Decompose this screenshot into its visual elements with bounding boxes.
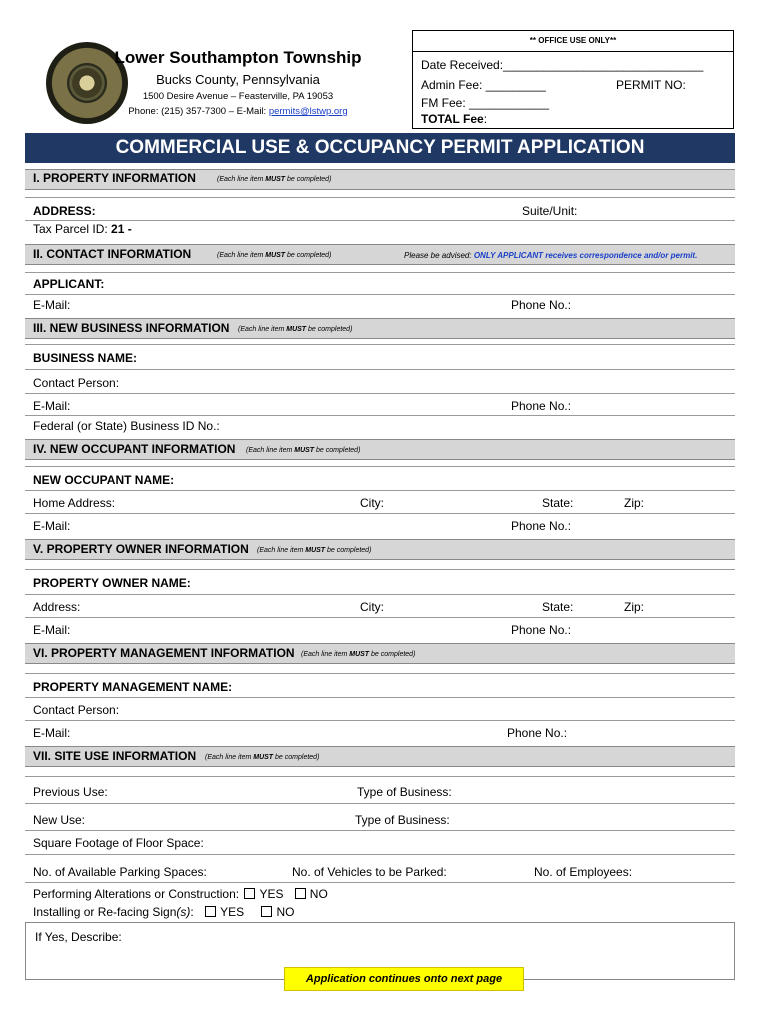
note-post: be completed) <box>369 651 416 658</box>
business-phone-field[interactable]: Phone No.: <box>511 399 572 413</box>
signs-label-colon: : <box>190 905 194 919</box>
divider <box>25 466 735 467</box>
date-received-field[interactable]: Date Received:______________________________ <box>421 58 704 72</box>
continues-notice: Application continues onto next page <box>284 967 524 991</box>
occupant-zip-field[interactable]: Zip: <box>624 496 645 510</box>
note-must: MUST <box>294 447 315 454</box>
section-3-title: III. NEW BUSINESS INFORMATION <box>33 321 230 335</box>
note-post: be completed) <box>325 547 372 554</box>
section-2-note <box>217 252 331 259</box>
section-2-title: II. CONTACT INFORMATION <box>33 247 192 261</box>
section-1-title: I. PROPERTY INFORMATION <box>33 171 196 185</box>
signs-label-s: (s) <box>176 905 191 919</box>
section-5-title: V. PROPERTY OWNER INFORMATION <box>33 542 249 556</box>
township-address: 1500 Desire Avenue – Feasterville, PA 19053 <box>142 91 334 102</box>
note-post: be completed) <box>285 252 332 259</box>
phone-text: Phone: (215) 357-7300 – E-Mail: <box>128 106 269 117</box>
section-3-note <box>238 326 352 333</box>
describe-label: If Yes, Describe: <box>35 930 122 944</box>
admin-fee-field[interactable]: Admin Fee: _________ <box>421 78 546 92</box>
divider <box>25 720 735 721</box>
note-must: MUST <box>349 651 370 658</box>
management-phone-field[interactable]: Phone No.: <box>507 726 568 740</box>
signs-row <box>33 905 294 919</box>
suite-unit-field[interactable]: Suite/Unit: <box>522 204 578 218</box>
occupant-name-field[interactable]: NEW OCCUPANT NAME: <box>33 473 175 487</box>
address-field[interactable]: ADDRESS: <box>33 204 96 218</box>
alterations-yes-label: YES <box>259 887 284 901</box>
tax-parcel-label: Tax Parcel ID: <box>33 222 108 236</box>
signs-yes-label: YES <box>220 905 245 919</box>
owner-phone-field[interactable]: Phone No.: <box>511 623 572 637</box>
applicant-advisory <box>404 251 697 260</box>
federal-id-field[interactable]: Federal (or State) Business ID No.: <box>33 419 220 433</box>
alterations-no-checkbox[interactable] <box>295 888 306 899</box>
divider <box>25 617 735 618</box>
tax-parcel-field[interactable] <box>33 222 132 236</box>
form-title-banner: COMMERCIAL USE & OCCUPANCY PERMIT APPLICATION <box>25 133 735 163</box>
divider <box>25 393 735 394</box>
business-email-field[interactable]: E-Mail: <box>33 399 71 413</box>
alterations-label: Performing Alterations or Construction: <box>33 887 240 901</box>
business-name-field[interactable]: BUSINESS NAME: <box>33 351 138 365</box>
divider <box>25 294 735 295</box>
divider <box>25 197 735 198</box>
total-fee-field[interactable] <box>421 112 487 126</box>
total-fee-colon: : <box>483 112 488 126</box>
permit-no-field[interactable]: PERMIT NO: <box>616 78 686 92</box>
vehicles-parked-field[interactable]: No. of Vehicles to be Parked: <box>292 865 447 879</box>
county-label: Bucks County, Pennsylvania <box>156 72 320 87</box>
owner-email-field[interactable]: E-Mail: <box>33 623 71 637</box>
signs-yes-checkbox[interactable] <box>205 906 216 917</box>
owner-zip-field[interactable]: Zip: <box>624 600 645 614</box>
note-post: be completed) <box>314 447 361 454</box>
divider <box>25 272 735 273</box>
divider <box>25 594 735 595</box>
section-7-title: VII. SITE USE INFORMATION <box>33 749 197 763</box>
township-contact <box>108 106 368 117</box>
note-must: MUST <box>265 176 286 183</box>
section-4-title: IV. NEW OCCUPANT INFORMATION <box>33 442 236 456</box>
note-pre: (Each line item <box>205 754 254 761</box>
advisory-emphasis: ONLY APPLICANT receives correspondence and/or permit. <box>473 251 698 260</box>
management-email-field[interactable]: E-Mail: <box>33 726 71 740</box>
owner-state-field[interactable]: State: <box>542 600 574 614</box>
fm-fee-field[interactable]: FM Fee: ____________ <box>421 96 550 110</box>
owner-city-field[interactable]: City: <box>360 600 384 614</box>
divider <box>25 803 735 804</box>
occupant-phone-field[interactable]: Phone No.: <box>511 519 572 533</box>
signs-no-checkbox[interactable] <box>261 906 272 917</box>
previous-use-field[interactable]: Previous Use: <box>33 785 108 799</box>
tax-parcel-value: 21 - <box>111 222 132 236</box>
alterations-yes-checkbox[interactable] <box>244 888 255 899</box>
note-pre: (Each line item <box>301 651 350 658</box>
divider <box>25 882 735 883</box>
note-pre: (Each line item <box>217 176 266 183</box>
note-post: be completed) <box>273 754 320 761</box>
note-must: MUST <box>305 547 326 554</box>
occupant-home-address-field[interactable]: Home Address: <box>33 496 116 510</box>
divider <box>25 344 735 345</box>
divider <box>25 369 735 370</box>
parking-spaces-field[interactable]: No. of Available Parking Spaces: <box>33 865 207 879</box>
section-4-note <box>246 447 360 454</box>
divider <box>25 697 735 698</box>
new-use-field[interactable]: New Use: <box>33 813 86 827</box>
management-name-field[interactable]: PROPERTY MANAGEMENT NAME: <box>33 680 233 694</box>
note-pre: (Each line item <box>217 252 266 259</box>
alterations-no-label: NO <box>309 887 328 901</box>
section-1-note <box>217 176 331 183</box>
divider <box>25 513 735 514</box>
advisory-pre: Please be advised: <box>404 251 474 260</box>
divider <box>25 569 735 570</box>
occupant-state-field[interactable]: State: <box>542 496 574 510</box>
section-6-title: VI. PROPERTY MANAGEMENT INFORMATION <box>33 646 295 660</box>
office-use-heading: ** OFFICE USE ONLY** <box>412 30 734 52</box>
note-pre: (Each line item <box>238 326 287 333</box>
email-link[interactable]: permits@lstwp.org <box>268 106 348 117</box>
note-post: be completed) <box>306 326 353 333</box>
applicant-field[interactable]: APPLICANT: <box>33 277 105 291</box>
note-must: MUST <box>265 252 286 259</box>
owner-name-field[interactable]: PROPERTY OWNER NAME: <box>33 576 191 590</box>
note-post: be completed) <box>285 176 332 183</box>
applicant-email-field[interactable]: E-Mail: <box>33 298 71 312</box>
previous-type-of-business-field[interactable]: Type of Business: <box>357 785 452 799</box>
total-fee-label: TOTAL Fee <box>421 112 484 126</box>
occupant-email-field[interactable]: E-Mail: <box>33 519 71 533</box>
occupant-city-field[interactable]: City: <box>360 496 384 510</box>
employees-field[interactable]: No. of Employees: <box>534 865 633 879</box>
new-type-of-business-field[interactable]: Type of Business: <box>355 813 450 827</box>
note-pre: (Each line item <box>246 447 295 454</box>
note-must: MUST <box>253 754 274 761</box>
signs-label: Installing or Re-facing Sign <box>33 905 177 919</box>
township-title: Lower Southampton Township <box>114 48 362 67</box>
business-contact-field[interactable]: Contact Person: <box>33 376 120 390</box>
divider <box>25 415 735 416</box>
management-contact-field[interactable]: Contact Person: <box>33 703 120 717</box>
divider <box>25 776 735 777</box>
divider <box>25 854 735 855</box>
divider <box>25 830 735 831</box>
square-footage-field[interactable]: Square Footage of Floor Space: <box>33 836 204 850</box>
applicant-phone-field[interactable]: Phone No.: <box>511 298 572 312</box>
signs-no-label: NO <box>276 905 295 919</box>
divider <box>25 673 735 674</box>
divider <box>25 220 735 221</box>
note-pre: (Each line item <box>257 547 306 554</box>
divider <box>25 490 735 491</box>
note-must: MUST <box>286 326 307 333</box>
owner-address-field[interactable]: Address: <box>33 600 81 614</box>
section-7-note <box>205 754 319 761</box>
alterations-row <box>33 887 328 901</box>
section-6-note <box>301 651 415 658</box>
section-5-note <box>257 547 371 554</box>
